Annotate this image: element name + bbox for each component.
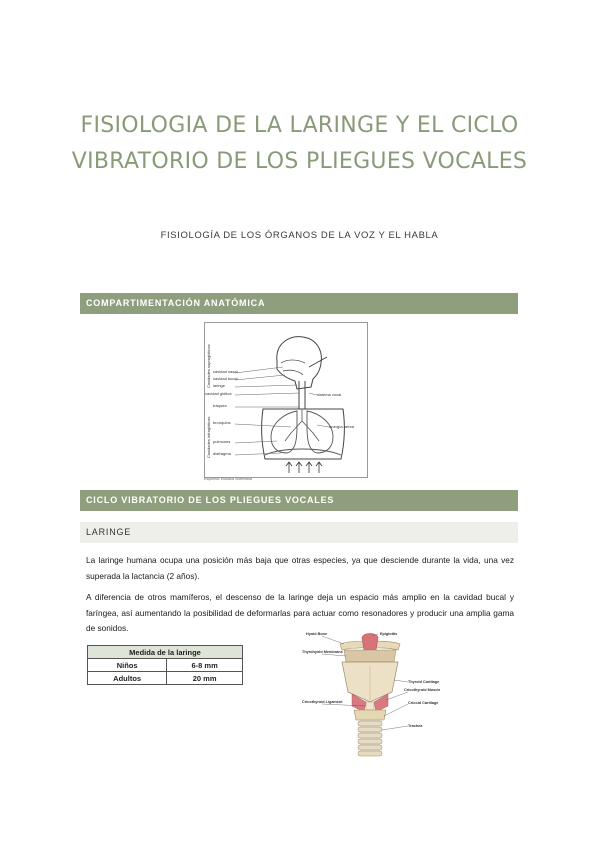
vocal-system-svg xyxy=(205,323,367,477)
label-cavidad-nasal: cavidad nasal xyxy=(213,369,238,374)
label-traquea: tráquea xyxy=(213,403,227,408)
label-thyroid-cartilage: Thyroid Cartilage xyxy=(408,680,440,684)
document-subtitle: FISIOLOGÍA DE LOS ÓRGANOS DE LA VOZ Y EL HABLA xyxy=(160,230,439,241)
table-row xyxy=(88,672,243,685)
paragraph-1: La laringe humana ocupa una posición más baja que otras especies, ya que desciende durante la vida, una vez superada la lactancia (2 años). xyxy=(86,555,514,581)
vocal-system-diagram xyxy=(204,322,368,478)
label-bronquios: bronquios xyxy=(213,420,231,425)
table-row xyxy=(88,659,243,672)
document-title: FISIOLOGIA DE LA LARINGE Y EL CICLO VIBRATORIO DE LOS PLIEGUES VOCALES xyxy=(71,113,528,174)
larynx-anatomy-illustration xyxy=(300,630,440,760)
label-diafragma: diafragma xyxy=(213,451,231,456)
label-laringe: laringe xyxy=(213,383,226,388)
label-cricoid-cartilage: Cricoid Cartilage xyxy=(408,701,439,705)
larynx-measure-table xyxy=(87,645,243,685)
table-header: Medida de la laringe xyxy=(88,646,243,659)
label-thyrohyoid: Thyrohyoid Membrane xyxy=(302,650,343,654)
label-epiglottis: Epiglottis xyxy=(380,632,398,636)
section-header-compartimentacion: COMPARTIMENTACIÓN ANATÓMICA xyxy=(80,293,518,314)
larynx-svg xyxy=(300,630,440,760)
subsection-header-laringe: LARINGE xyxy=(80,522,518,543)
section-header-ciclo: CICLO VIBRATORIO DE LOS PLIEGUES VOCALES xyxy=(80,490,518,511)
label-trachea: Trachea xyxy=(408,724,423,728)
label-cricothyroid-muscles: Cricothyroid Muscles xyxy=(404,688,440,692)
label-cavidades-supraglot: Cavidades supraglóticas xyxy=(206,344,211,388)
label-cricothyroid-ligament: Cricothyroid Ligament xyxy=(302,700,343,704)
label-energia-aerea: energía aérea xyxy=(329,424,354,429)
label-cavidades-infraglot: Cavidades infraglóticas xyxy=(206,416,211,458)
label-hyoid-bone: Hyoid Bone xyxy=(306,632,328,636)
table-cell-label: Niños xyxy=(88,659,167,672)
table-cell-value: 6-8 mm xyxy=(167,659,243,672)
figure-caption: Esquema: Estudios Sistémicos xyxy=(204,477,253,481)
label-sistema-vocal: sistema vocal xyxy=(317,392,342,397)
label-cavidad-bucal: cavidad bucal xyxy=(213,376,238,381)
label-pulmones: pulmones xyxy=(213,439,231,444)
paragraph-2: A diferencia de otros mamíferos, el descenso de la laringe deja un espacio más amplio en la cavidad bucal y faríngea, así aumentando la posibilidad de deformarlas para actuar como resonadores y producir una amplia gama de sonidos. xyxy=(86,592,514,633)
table-cell-value: 20 mm xyxy=(167,672,243,685)
label-cavidad-glotica: cavidad glótica xyxy=(205,391,232,396)
table-cell-label: Adultos xyxy=(88,672,167,685)
